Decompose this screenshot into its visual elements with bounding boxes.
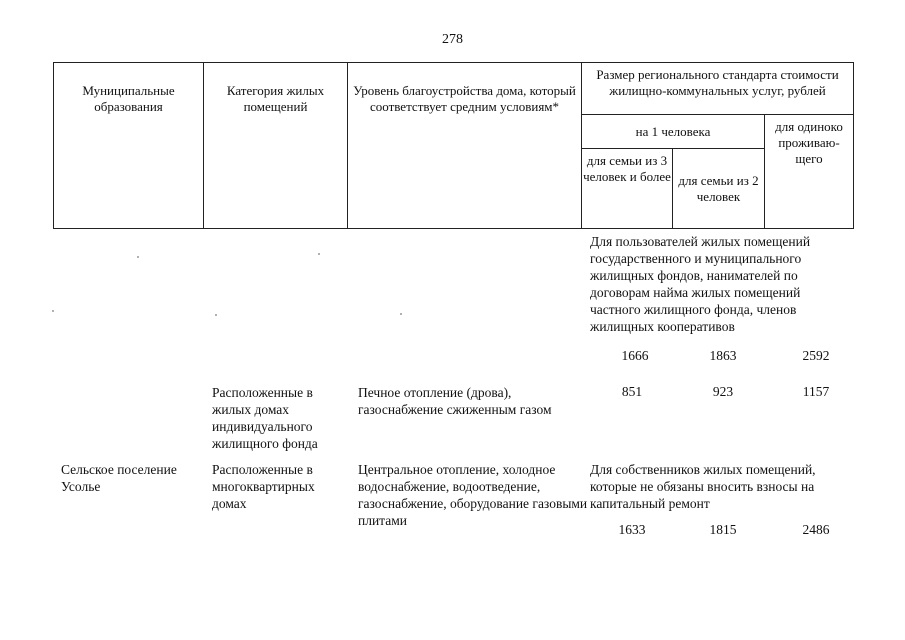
- value-single: 1157: [802, 384, 830, 399]
- header-per-person: на 1 человека: [582, 115, 765, 149]
- header-category: Категория жилых помещений: [204, 63, 348, 229]
- table-header: [53, 62, 854, 229]
- header-level: Уровень благоустройства дома, который соответствует средним условиям*: [348, 63, 582, 229]
- section-heading-owners: Для собственников жилых помещений, которые не обязаны вносить взносы на капитальный ремонт: [590, 462, 816, 511]
- category-apartment: Расположенные в многоквартирных домах: [212, 462, 315, 511]
- level-stove-heating: Печное отопление (дрова), газоснабжение сжиженным газом: [358, 385, 552, 417]
- municipal-usolye: Сельское поселение Усолье: [61, 462, 177, 494]
- value-family3: 1633: [618, 522, 646, 537]
- value-family2: 1815: [709, 522, 737, 537]
- level-central-heating: Центральное отопление, холодное водоснабжение, водоотведение, газоснабжение, оборудование газовыми плитами: [358, 462, 588, 528]
- scan-speck: [318, 253, 320, 255]
- scan-speck: [400, 313, 402, 315]
- value-family3: 851: [621, 384, 643, 399]
- value-family2: 923: [712, 384, 734, 399]
- scan-speck: [137, 256, 139, 258]
- value-single: 2486: [802, 522, 830, 537]
- value-family3: 1666: [621, 348, 649, 363]
- value-family2: 1863: [709, 348, 737, 363]
- header-family3: для семьи из 3 человек и более: [582, 149, 673, 229]
- value-single: 2592: [802, 348, 830, 363]
- header-municipal: Муниципальные образования: [54, 63, 204, 229]
- page-number: 278: [442, 32, 463, 47]
- scan-speck: [215, 314, 217, 316]
- category-individual: Расположенные в жилых домах индивидуального жилищного фонда: [212, 385, 318, 451]
- header-standard: Размер регионального стандарта стоимости жилищно-коммунальных услуг, рублей: [582, 63, 854, 115]
- header-single: для одиноко проживаю-щего: [765, 115, 854, 229]
- scan-speck: [52, 310, 54, 312]
- section-heading-tenants: Для пользователей жилых помещений государственного и муниципального жилищных фондов, нанимателей по договорам найма жилых помещений частного жилищного фонда, членов жилищных кооперативов: [590, 234, 811, 334]
- header-family2: для семьи из 2 человек: [673, 149, 765, 229]
